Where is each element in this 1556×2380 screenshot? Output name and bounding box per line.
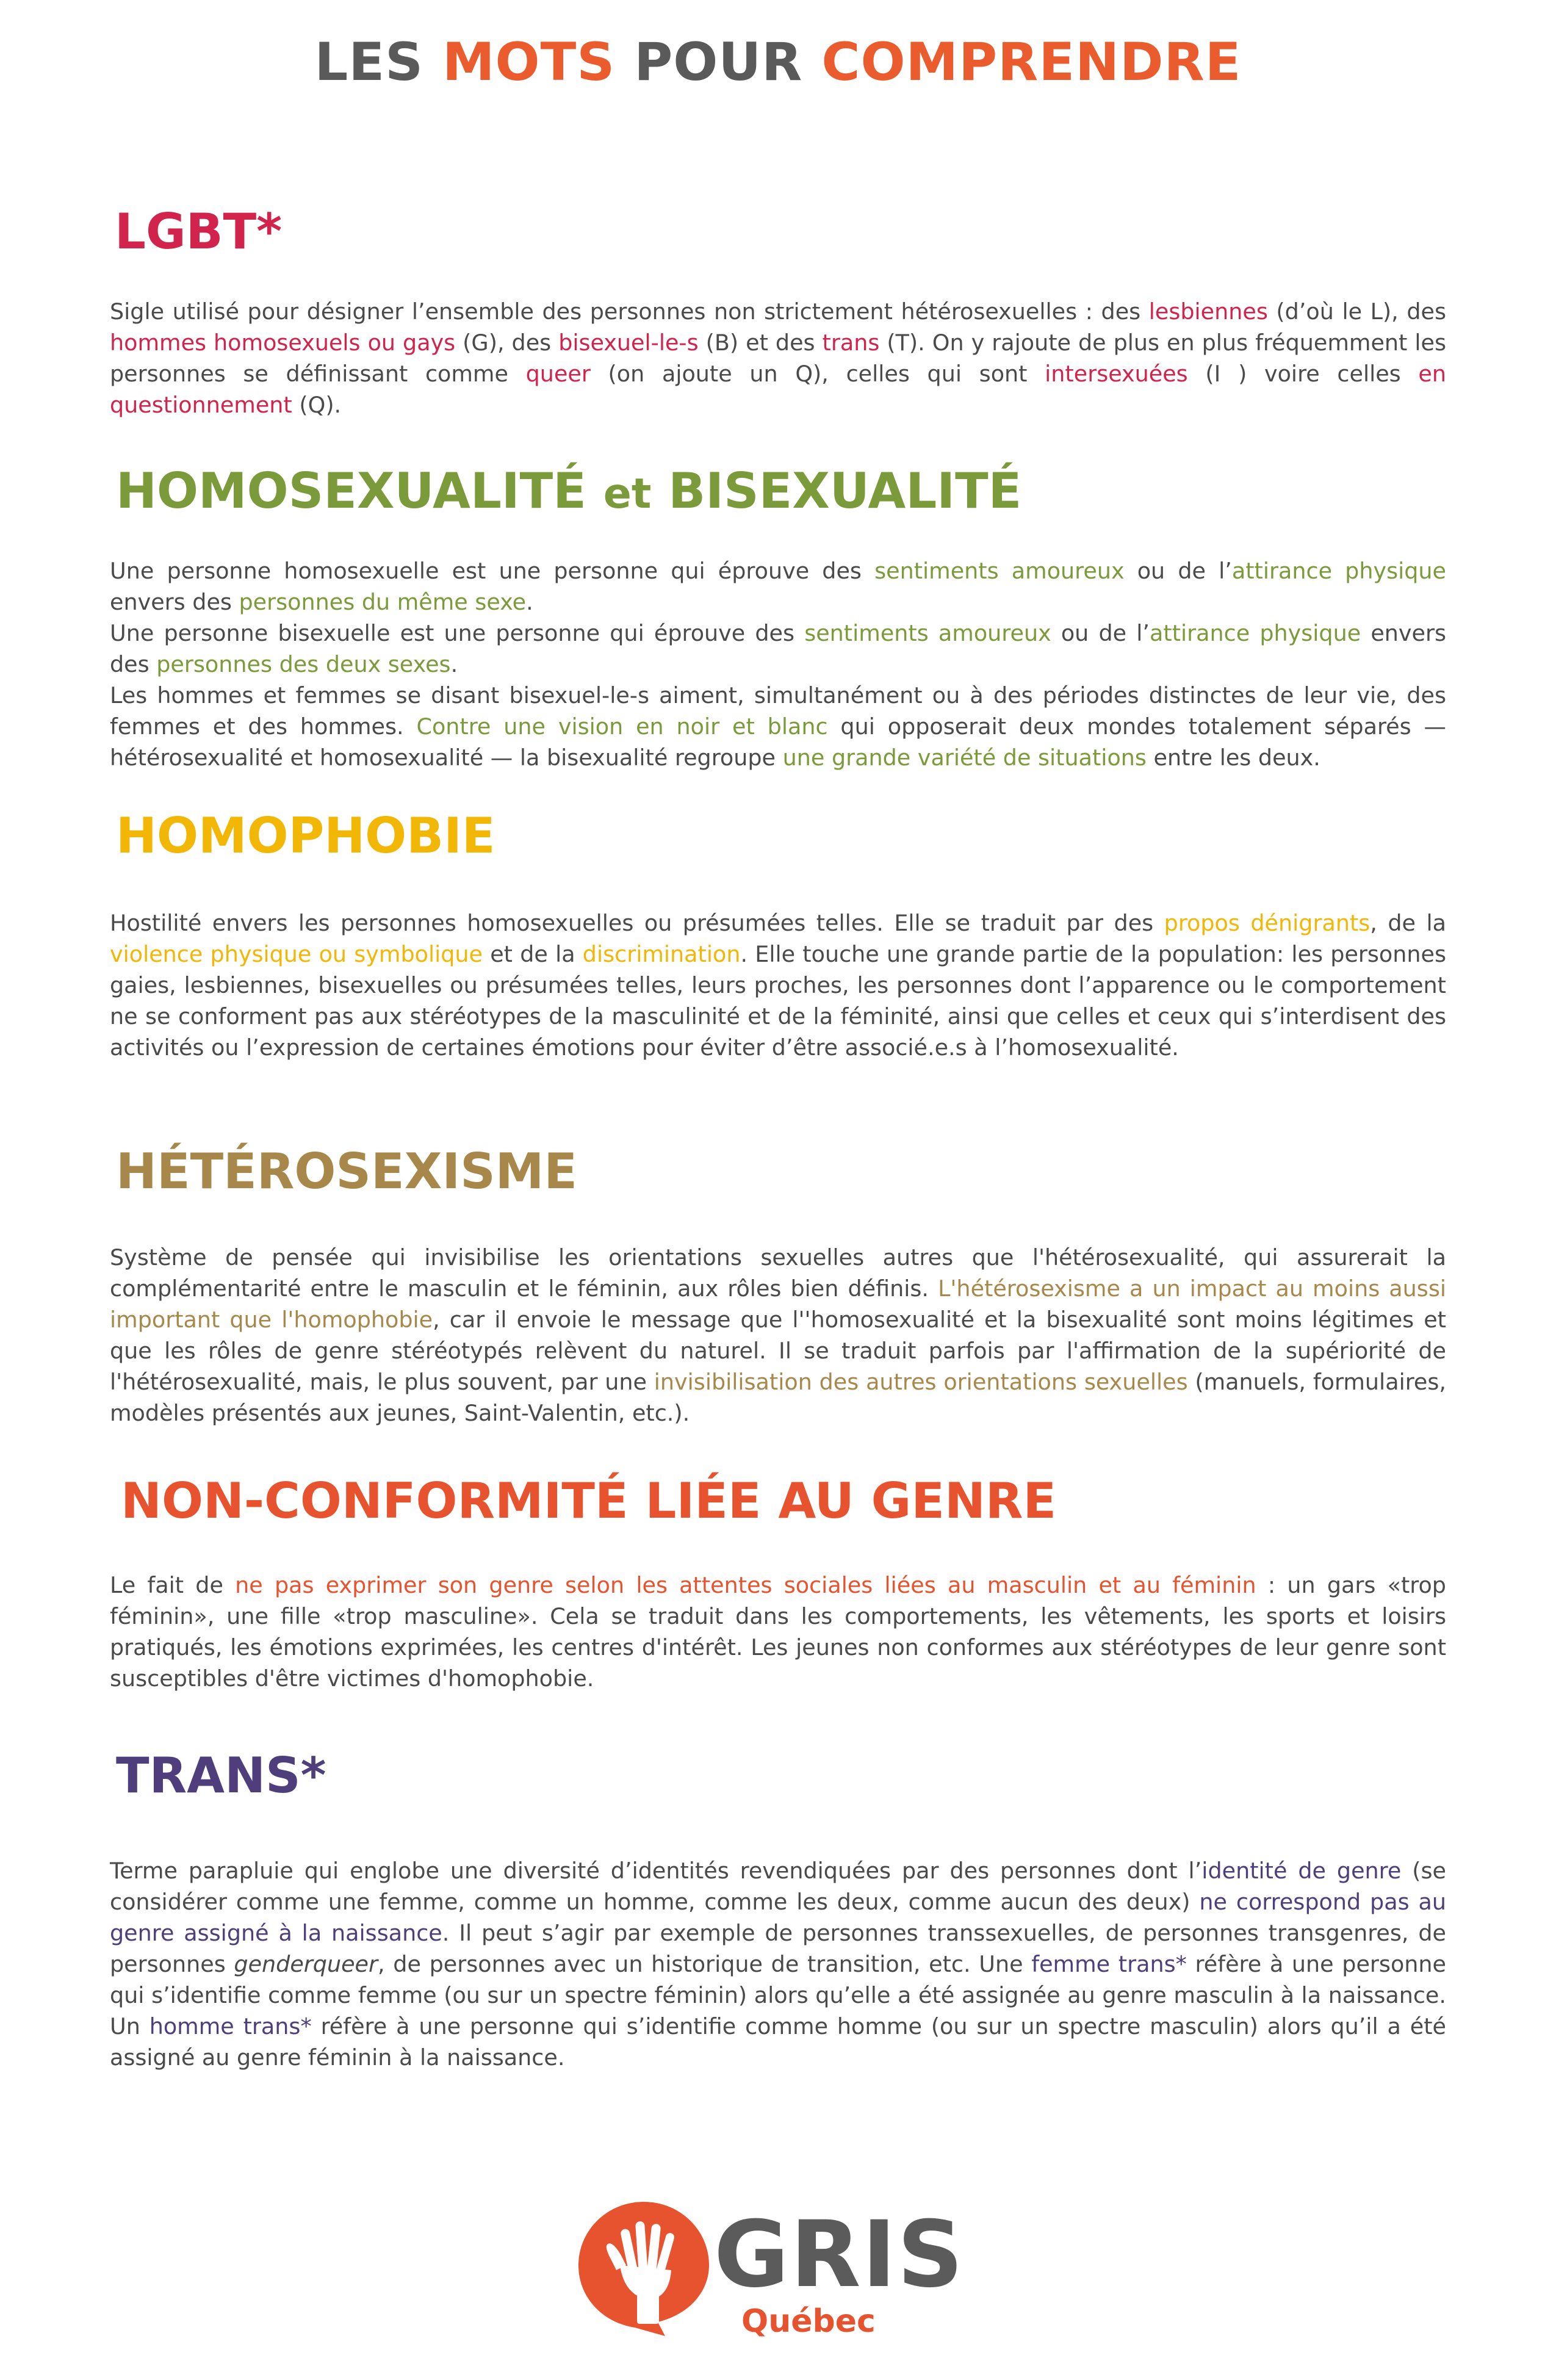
trans-definition: Terme parapluie qui englobe une diversité d’identités revendiquées par des personnes dont l’identité de genre (se considérer comme une femme, comme un homme, comme les deux, comme aucun des deux) ne correspond pas au genre assigné à la naissance. Il peut s’agir par exemple de personnes transsexuelles, de personnes transgenres, de personnes genderqueer, de personnes avec un historique de transition, etc. Une femme trans* réfère à une personne qui s’identifie comme femme (ou sur un spectre féminin) alors qu’elle a été assignée au genre masculin à la naissance. Un homme trans* réfère à une personne qui s’identifie comme homme (ou sur un spectre masculin) alors qu’il a été assigné au genre féminin à la naissance.	[110, 1858, 1447, 2071]
term-intersexuees: intersexuées	[1045, 361, 1188, 387]
logo-name: GRIS	[714, 2202, 965, 2308]
term-bisexuels: bisexuel-le-s	[558, 330, 699, 356]
heterosexisme-heading: HÉTÉROSEXISME	[116, 1143, 578, 1200]
lgbt-heading: LGBT*	[115, 203, 283, 260]
homophobie-heading: HOMOPHOBIE	[116, 807, 495, 864]
term-gays: hommes homosexuels ou gays	[110, 330, 456, 356]
term-lesbiennes: lesbiennes	[1148, 298, 1268, 325]
non-conformite-heading: NON-CONFORMITÉ LIÉE AU GENRE	[121, 1473, 1057, 1529]
bisexualite-definition: Une personne bisexuelle est une personne qui éprouve des sentiments amoureux ou de l’attirance physique envers des personnes des deux sexes.	[110, 620, 1447, 677]
homosexualite-heading: HOMOSEXUALITÉ et BISEXUALITÉ	[116, 463, 1022, 519]
title-part-comprendre: COMPRENDRE	[821, 32, 1242, 93]
logo-subtitle: Québec	[741, 2303, 876, 2340]
heterosexisme-definition: Système de pensée qui invisibilise les orientations sexuelles autres que l'hétérosexualité, qui assurerait la complémentarité entre le masculin et le féminin, aux rôles bien définis. L'hétérosexisme a un impact au moins aussi important que l'homophobie, car il envoie le message que l''homosexualité et la bisexualité sont moins légitimes et que les rôles de genre stéréotypés relèvent du naturel. Il se traduit parfois par l'affirmation de la supériorité de l'hétérosexualité, mais, le plus souvent, par une invisibilisation des autres orientations sexuelles (manuels, formulaires, modèles présentés aux jeunes, Saint-Valentin, etc.).	[110, 1244, 1446, 1426]
term-questionnement: en questionnement	[110, 361, 1446, 418]
homophobie-definition: Hostilité envers les personnes homosexuelles ou présumées telles. Elle se traduit par des propos dénigrants, de la violence physique ou symbolique et de la discrimination. Elle touche une grande partie de la population: les personnes gaies, lesbiennes, bisexuelles ou présumées telles, leurs proches, les personnes dont l’apparence ou le comportement ne se conforment pas aux stéréotypes de la masculinité et de la féminité, ainsi que celles et ceux qui s’interdisent des activités ou l’expression de certaines émotions pour éviter d’être associé.e.s à l’homosexualité.	[110, 910, 1446, 1061]
raised-hand-speech-bubble-icon	[574, 2197, 714, 2337]
homosexualite-definition: Une personne homosexuelle est une personne qui éprouve des sentiments amoureux ou de l’attirance physique envers des personnes du même sexe.	[110, 558, 1446, 615]
lgbt-definition: Sigle utilisé pour désigner l’ensemble des personnes non strictement hétérosexuelles : des lesbiennes (d’où le L), des hommes homosexuels ou gays (G), des bisexuel-le-s (B) et des trans (T). On y rajoute de plus en plus fréquemment les personnes se définissant comme queer (on ajoute un Q), celles qui sont intersexuées (I ) voire celles en questionnement (Q).	[110, 298, 1446, 418]
term-trans: trans	[822, 330, 880, 356]
term-queer: queer	[525, 361, 591, 387]
page-title	[0, 32, 1556, 93]
title-part-les: LES	[314, 32, 442, 93]
gris-quebec-logo	[574, 2197, 989, 2340]
non-conformite-definition: Le fait de ne pas exprimer son genre selon les attentes sociales liées au masculin et au féminin : un gars «trop féminin», une fille «trop masculine». Cela se traduit dans les comportements, les vêtements, les sports et loisirs pratiqués, les émotions exprimées, les centres d'intérêt. Les jeunes non conformes aux stéréotypes de leur genre sont susceptibles d'être victimes d'homophobie.	[110, 1572, 1446, 1692]
bisexualite-details: Les hommes et femmes se disant bisexuel-le-s aiment, simultanément ou à des périodes distinctes de leur vie, des femmes et des hommes. Contre une vision en noir et blanc qui opposerait deux mondes totalement séparés — hétérosexualité et homosexualité — la bisexualité regroupe une grande variété de situations entre les deux.	[110, 682, 1447, 771]
title-part-mots: MOTS	[442, 32, 616, 93]
title-part-pour: POUR	[615, 32, 822, 93]
trans-heading: TRANS*	[116, 1747, 326, 1804]
